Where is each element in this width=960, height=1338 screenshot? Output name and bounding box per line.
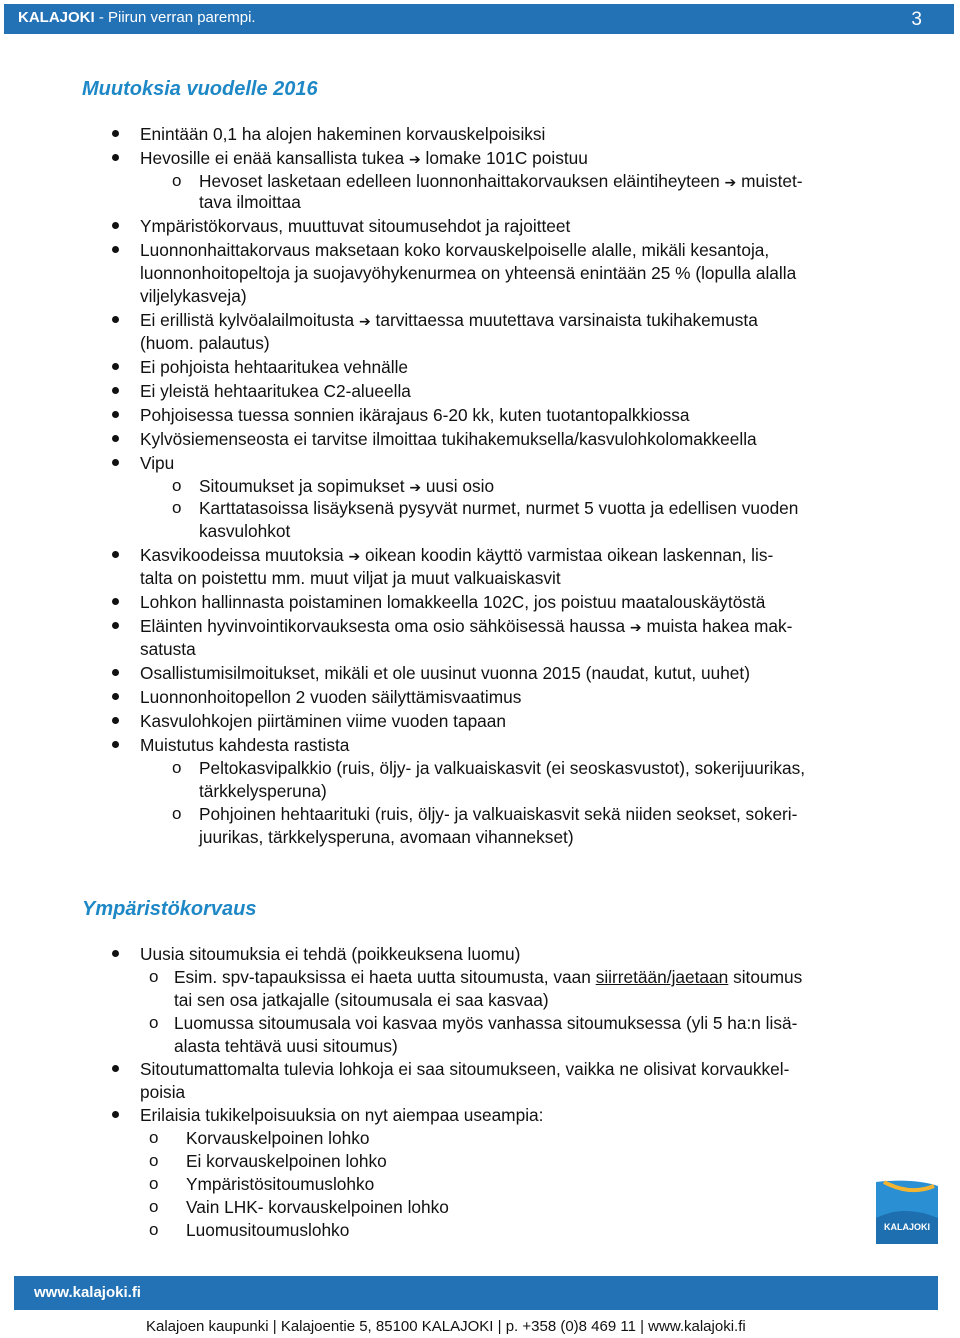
sub-bullet-icon: o [172,498,182,517]
bullet-icon [112,717,119,724]
list-item: Esim. spv-tapauksissa ei haeta uutta sitoumusta, vaan siirretään/jaetaan sitoumus [174,967,803,987]
sub-bullet-icon: o [149,1013,159,1032]
list-item: Ei pohjoista hehtaaritukea vehnälle [140,357,409,377]
list-item: Sitoumukset ja sopimukset ➔ uusi osio [199,476,495,496]
sub-bullet-icon: o [149,967,159,986]
sub-bullet-icon: o [149,1128,159,1147]
bullet-icon [112,950,119,957]
bullet-icon [112,459,119,466]
list-item: Ympäristökorvaus, muuttuvat sitoumusehdot ja rajoitteet [140,216,571,236]
bullet-icon [112,693,119,700]
arrow-right-icon: ➔ [724,175,737,191]
footer-website-link[interactable]: www.kalajoki.fi [34,1284,141,1301]
sub-bullet-icon: o [149,1220,159,1239]
bullet-icon [112,551,119,558]
sub-bullet-icon: o [172,804,182,823]
list-item-continuation: viljelykasveja) [140,286,247,306]
list-item-continuation: kasvulohkot [199,521,291,541]
section-title-changes-2016: Muutoksia vuodelle 2016 [82,78,318,100]
footer-contact-info: Kalajoen kaupunki | Kalajoentie 5, 85100 KALAJOKI | p. +358 (0)8 469 11 | www.kalajoki.fi [146,1318,746,1335]
bullet-icon [112,246,119,253]
list-item-continuation: tava ilmoittaa [199,192,301,212]
list-item: Kasvikoodeissa muutoksia ➔ oikean koodin käyttö varmistaa oikean laskennan, lis- [140,545,774,565]
list-item: Hevoset lasketaan edelleen luonnonhaittakorvauksen eläintiheyteen ➔ muistet- [199,171,803,191]
list-item-continuation: alasta tehtävä uusi sitoumus) [174,1036,398,1056]
header-bar [4,4,954,34]
list-item: Luomusitoumuslohko [186,1220,350,1240]
list-item: Lohkon hallinnasta poistaminen lomakkeella 102C, jos poistuu maatalouskäytöstä [140,592,766,612]
bullet-icon [112,316,119,323]
bullet-icon [112,154,119,161]
list-item: Pohjoinen hehtaarituki (ruis, öljy- ja valkuaiskasvit sekä niiden seokset, sokeri- [199,804,798,824]
list-item: Vipu [140,453,175,473]
bullet-icon [112,598,119,605]
list-item: Peltokasvipalkkio (ruis, öljy- ja valkuaiskasvit (ei seoskasvustot), sokerijuurikas, [199,758,806,778]
list-item: Sitoutumattomalta tulevia lohkoja ei saa sitoumukseen, vaikka ne olisivat korvaukkel- [140,1059,790,1079]
list-item: Hevosille ei enää kansallista tukea ➔ lomake 101C poistuu [140,148,588,168]
list-item: Ympäristösitoumuslohko [186,1174,375,1194]
bullet-icon [112,622,119,629]
list-item-continuation: talta on poistettu mm. muut viljat ja muut valkuaiskasvit [140,568,561,588]
bullet-icon [112,1111,119,1118]
sub-bullet-icon: o [172,476,182,495]
arrow-right-icon: ➔ [358,314,371,330]
list-item: Kasvulohkojen piirtäminen viime vuoden tapaan [140,711,507,731]
bullet-icon [112,1065,119,1072]
bullet-icon [112,411,119,418]
section-title-environment: Ympäristökorvaus [82,898,257,920]
list-item: Karttatasoissa lisäyksenä pysyvät nurmet, nurmet 5 vuotta ja edellisen vuoden [199,498,799,518]
list-item: Erilaisia tukikelpoisuuksia on nyt aiempaa useampia: [140,1105,544,1125]
list-item: Ei yleistä hehtaaritukea C2-alueella [140,381,411,401]
list-item: Osallistumisilmoitukset, mikäli et ole uusinut vuonna 2015 (naudat, kutut, uuhet) [140,663,750,683]
list-item: Pohjoisessa tuessa sonnien ikärajaus 6-20 kk, kuten tuotantopalkkiossa [140,405,690,425]
arrow-right-icon: ➔ [348,549,361,565]
list-item: Eläinten hyvinvointikorvauksesta oma osio sähköisessä haussa ➔ muista hakea mak- [140,616,793,636]
list-item-continuation: juurikas, tärkkelysperuna, avomaan vihannekset) [199,827,574,847]
header-brand: KALAJOKI - Piirun verran parempi. [18,9,256,26]
list-item: Ei erillistä kylvöalailmoitusta ➔ tarvittaessa muutettava varsinaista tukihakemusta [140,310,758,330]
list-item: Luonnonhoitopellon 2 vuoden säilyttämisvaatimus [140,687,522,707]
list-item: Korvauskelpoinen lohko [186,1128,370,1148]
list-item: Ei korvauskelpoinen lohko [186,1151,387,1171]
bullet-icon [112,669,119,676]
list-item: Uusia sitoumuksia ei tehdä (poikkeuksena luomu) [140,944,521,964]
list-item-continuation: (huom. palautus) [140,333,270,353]
sub-bullet-icon: o [172,758,182,777]
sub-bullet-icon: o [172,171,182,190]
list-item: Luonnonhaittakorvaus maksetaan koko korvauskelpoiselle alalle, mikäli kesantoja, [140,240,770,260]
bullet-icon [112,387,119,394]
list-item-continuation: poisia [140,1082,186,1102]
footer-bar [14,1276,938,1310]
sub-bullet-icon: o [149,1174,159,1193]
list-item-continuation: tärkkelysperuna) [199,781,327,801]
sub-bullet-icon: o [149,1151,159,1170]
list-item: Luomussa sitoumusala voi kasvaa myös vanhassa sitoumuksessa (yli 5 ha:n lisä- [174,1013,798,1033]
arrow-right-icon: ➔ [408,152,421,168]
bullet-icon [112,741,119,748]
bullet-icon [112,130,119,137]
arrow-right-icon: ➔ [409,480,422,496]
list-item: Muistutus kahdesta rastista [140,735,350,755]
list-item: Vain LHK- korvauskelpoinen lohko [186,1197,449,1217]
list-item-continuation: satusta [140,639,196,659]
bullet-icon [112,363,119,370]
list-item-continuation: tai sen osa jatkajalle (sitoumusala ei saa kasvaa) [174,990,549,1010]
svg-text:KALAJOKI: KALAJOKI [883,1222,931,1232]
sub-bullet-icon: o [149,1197,159,1216]
kalajoki-logo [874,1178,940,1246]
bullet-icon [112,435,119,442]
list-item: Kylvösiemenseosta ei tarvitse ilmoittaa tukihakemuksella/kasvulohkolomakkeella [140,429,757,449]
arrow-right-icon: ➔ [629,620,642,636]
bullet-icon [112,222,119,229]
list-item-continuation: luonnonhoitopeltoja ja suojavyöhykenurmea on yhteensä enintään 25 % (lopulla alalla [140,263,797,283]
list-item: Enintään 0,1 ha alojen hakeminen korvauskelpoisiksi [140,124,546,144]
page-number: 3 [911,9,922,30]
